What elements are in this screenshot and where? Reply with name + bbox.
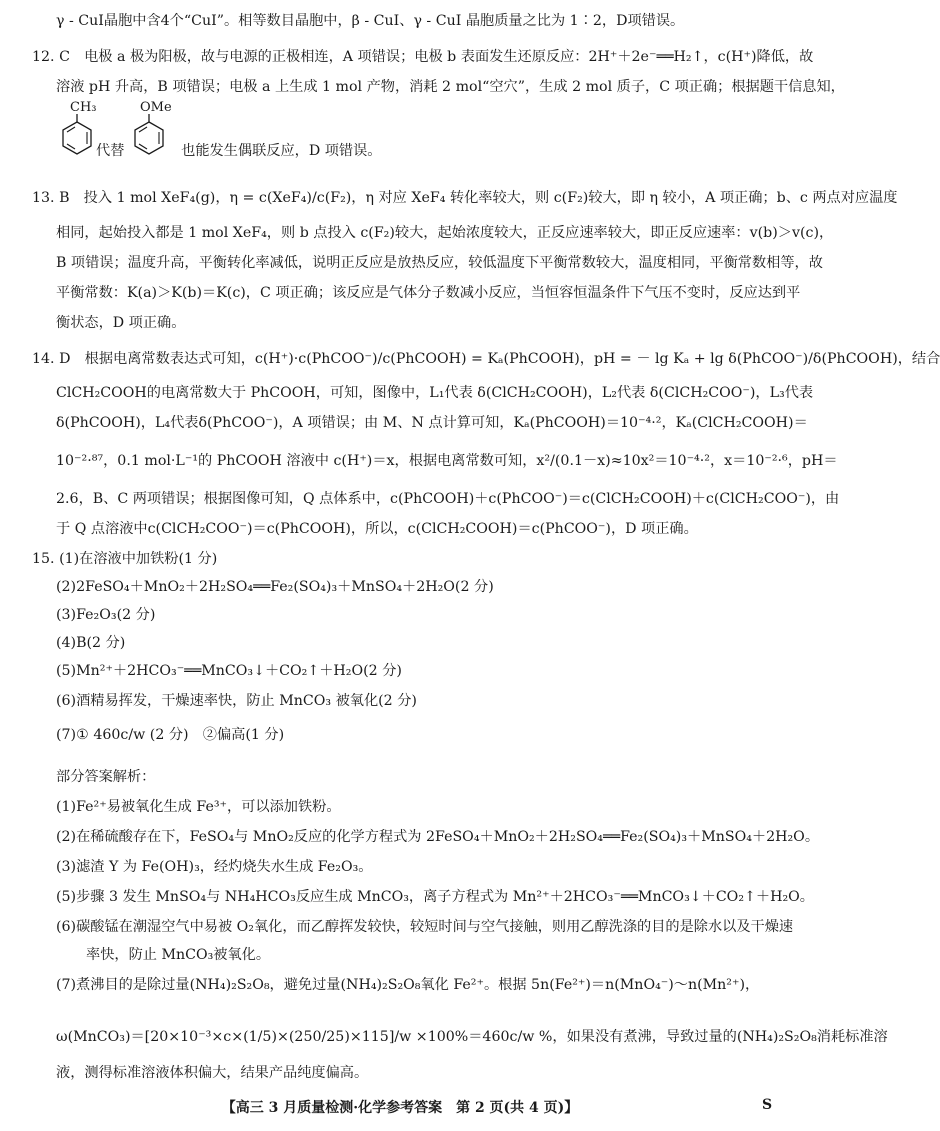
analysis-line: 液，测得标准溶液体积偏大，结果产品纯度偏高。 [56,1065,369,1081]
q14-line: 于 Q 点溶液中c(ClCH₂COO⁻)＝c(PhCOOH)，所以，c(ClCH₂COOH)＝c(PhCOO⁻)，D 项正确。 [56,521,698,537]
analysis-line: (6)碳酸锰在潮湿空气中易被 O₂氧化，而乙醇挥发较快，较短时间与空气接触，则用乙醇洗涤的目的是除水以及干燥速 [56,919,794,935]
page-footer: 【高三 3 月质量检测·化学参考答案 第 2 页(共 4 页)】 [221,1100,579,1116]
analysis-formula-line: ω(MnCO₃)＝[20×10⁻³×c×(1/5)×(250/25)×115]/w ×100%＝460c/w %，如果没有煮沸，导致过量的(NH₄)₂S₂O₈消耗标准溶 [56,1029,888,1045]
q13-line: 衡状态，D 项正确。 [56,315,186,331]
analysis-line: (5)步骤 3 发生 MnSO₄与 NH₄HCO₃反应生成 MnCO₃，离子方程式为 Mn²⁺＋2HCO₃⁻══MnCO₃↓＋CO₂↑＋H₂O。 [56,889,814,905]
analysis-line: (7)煮沸目的是除过量(NH₄)₂S₂O₈，避免过量(NH₄)₂S₂O₈氧化 Fe²⁺。根据 5n(Fe²⁺)＝n(MnO₄⁻)～n(Mn²⁺)， [56,977,760,993]
text-line: γ - CuI晶胞中含4个“CuI”。相等数目晶胞中，β - CuI、γ - CuI 晶胞质量之比为 1∶2，D项错误。 [56,13,685,29]
q15-line: (4)B(2 分) [56,635,126,651]
q12-line: 12. C 电极 a 极为阳极，故与电源的正极相连，A 项错误；电极 b 表面发生还原反应：2H⁺＋2e⁻══H₂↑，c(H⁺)降低，故 [32,49,814,65]
methoxy-label: OMe [140,100,172,115]
q15-line: 15. (1)在溶液中加铁粉(1 分) [32,551,218,567]
q15-line: (3)Fe₂O₃(2 分) [56,607,156,623]
analysis-line: (1)Fe²⁺易被氧化生成 Fe³⁺，可以添加铁粉。 [56,799,341,815]
q13-line: B 项错误；温度升高，平衡转化率减低，说明正反应是放热反应，较低温度下平衡常数较大，温度相同，平衡常数相等，故 [56,255,823,271]
q14-line: 2.6，B、C 两项错误；根据图像可知，Q 点体系中，c(PhCOOH)＋c(PhCOO⁻)＝c(ClCH₂COOH)＋c(ClCH₂COO⁻)，由 [56,491,840,507]
q13-line: 13. B 投入 1 mol XeF₄(g)，η = c(XeF₄)/c(F₂)，η 对应 XeF₄ 转化率较大，则 c(F₂)较大，即 η 较小，A 项正确；b、c 两点对应温度 [32,190,898,206]
analysis-line: 率快，防止 MnCO₃被氧化。 [86,947,271,963]
analysis-line: (3)滤渣 Y 为 Fe(OH)₃，经灼烧失水生成 Fe₂O₃。 [56,859,373,875]
analysis-heading: 部分答案解析： [56,769,156,785]
footer-mark: S [762,1097,773,1113]
q15-line: (7)① 460c/w (2 分) ②偏高(1 分) [56,727,285,743]
q12-line: 溶液 pH 升高，B 项错误；电极 a 上生成 1 mol 产物，消耗 2 mol“空穴”，生成 2 mol 质子，C 项正确；根据题干信息知， [56,79,845,95]
analysis-line: (2)在稀硫酸存在下，FeSO₄与 MnO₂反应的化学方程式为 2FeSO₄＋MnO₂＋2H₂SO₄══Fe₂(SO₄)₃＋MnSO₄＋2H₂O。 [56,829,820,845]
q15-line: (2)2FeSO₄＋MnO₂＋2H₂SO₄══Fe₂(SO₄)₃＋MnSO₄＋2H₂O(2 分) [56,579,494,595]
q14-line: δ(PhCOOH)，L₄代表δ(PhCOO⁻)，A 项错误；由 M、N 点计算可知，Kₐ(PhCOOH)＝10⁻⁴·²，Kₐ(ClCH₂COOH)＝ [56,415,808,431]
toluene-structure-icon [60,114,94,162]
q13-line: 相同，起始投入都是 1 mol XeF₄，则 b 点投入 c(F₂)较大，起始浓度较大，正反应速率较大，即正反应速率：v(b)＞v(c)， [56,225,834,241]
q15-line: (6)酒精易挥发，干燥速率快，防止 MnCO₃ 被氧化(2 分) [56,693,417,709]
q14-line: 10⁻²·⁸⁷，0.1 mol·L⁻¹的 PhCOOH 溶液中 c(H⁺)＝x，根据电离常数可知，x²/(0.1－x)≈10x²＝10⁻⁴·²，x＝10⁻²·⁶，pH＝ [56,453,838,469]
q14-line: 14. D 根据电离常数表达式可知，c(H⁺)·c(PhCOO⁻)/c(PhCOOH) = Kₐ(PhCOOH)，pH = － lg Kₐ + lg δ(PhCOO⁻)/δ(PhCOOH)，结合 [32,351,940,367]
q14-line: ClCH₂COOH的电离常数大于 PhCOOH，可知，图像中，L₁代表 δ(ClCH₂COOH)，L₂代表 δ(ClCH₂COO⁻)，L₃代表 [56,385,814,401]
q15-line: (5)Mn²⁺＋2HCO₃⁻══MnCO₃↓＋CO₂↑＋H₂O(2 分) [56,663,402,679]
methyl-label: CH₃ [70,100,97,115]
q13-line: 平衡常数：K(a)＞K(b)＝K(c)，C 项正确；该反应是气体分子数减小反应，当恒容恒温条件下气压不变时，反应达到平 [56,285,801,301]
q12-line: 代替 也能发生偶联反应，D 项错误。 [96,143,382,159]
